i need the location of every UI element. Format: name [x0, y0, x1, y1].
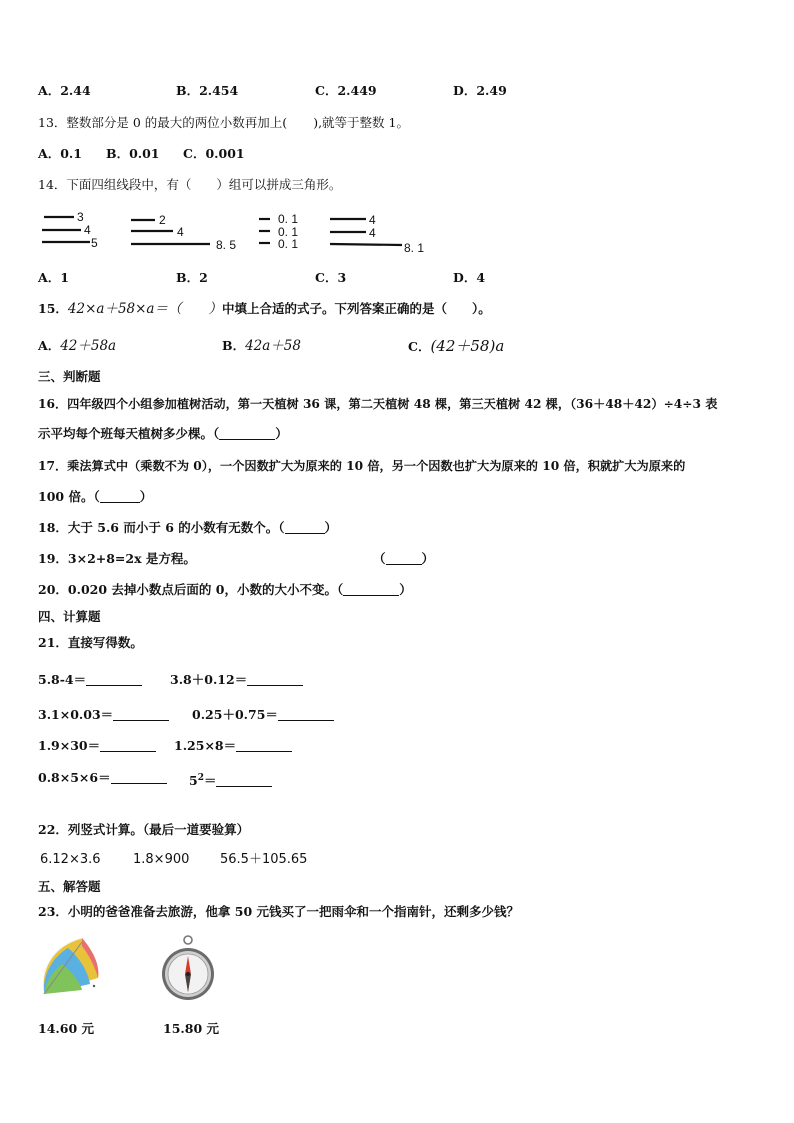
q21-answer-blank[interactable] — [113, 708, 169, 721]
segment-label: 8. 5 — [216, 238, 237, 252]
q12-option-a: A．2.44 — [38, 83, 91, 98]
q19-answer — [373, 551, 434, 567]
section-heading-word-problems: 五、解答题 — [38, 879, 101, 894]
q15-option-c-expr: (42＋58)a — [430, 337, 505, 355]
compass-icon — [160, 934, 216, 1006]
section-heading-judgement: 三、判断题 — [38, 369, 101, 384]
q21-expr: 5.8-4＝ — [38, 672, 87, 687]
segment-label: 4 — [177, 225, 184, 239]
q21-answer-blank[interactable] — [278, 708, 334, 721]
segment-group-4 — [330, 213, 424, 255]
q21-item — [38, 672, 142, 688]
q12-option-c: C．2.449 — [315, 83, 377, 98]
q15-option-b — [222, 338, 301, 354]
q21-answer-blank[interactable] — [236, 739, 292, 752]
q17-line2 — [38, 489, 152, 505]
q21-item — [38, 770, 167, 786]
q21-expr: 1.9×30＝ — [38, 738, 101, 753]
q16-line1: 16．四年级四个小组参加植树活动，第一天植树 36 课，第二天植树 48 棵，第三天植树 42 棵，（36＋48＋42）÷4÷3 表 — [38, 397, 718, 411]
q14-option-c: C．3 — [315, 270, 347, 285]
q15-expression: 42×a＋58×a＝（ ） — [67, 301, 222, 317]
q19-answer-blank[interactable] — [386, 552, 422, 565]
q15-option-a — [38, 338, 116, 354]
q20-answer-blank[interactable] — [343, 583, 399, 596]
q18-text: 18．大于 5.6 而小于 6 的小数有无数个。（ — [38, 520, 285, 535]
q16-line2-text: 示平均每个班每天植树多少棵。（ — [38, 426, 220, 441]
q21-item — [38, 707, 169, 723]
q14-option-b: B．2 — [176, 270, 208, 285]
q21-expr: 0.25＋0.75＝ — [192, 707, 278, 722]
q13-stem-end: ),就等于整数 1。 — [313, 115, 409, 130]
segment-group-2 — [131, 213, 236, 252]
q15-option-b-letter: B． — [222, 338, 246, 353]
q21-item — [38, 738, 156, 754]
segment-label: 8. 1 — [404, 241, 425, 255]
q14-option-a: A．1 — [38, 270, 69, 285]
q15-stem-text: 中填上合适的式子。下列答案正确的是（ ）。 — [221, 301, 491, 316]
q22-item-3: 56.5＋105.65 — [220, 852, 308, 867]
segment-label: 4 — [369, 226, 376, 240]
q17-line1: 17．乘法算式中（乘数不为 0），一个因数扩大为原来的 10 倍，另一个因数也扩大为原来的 10 倍，积就扩大为原来的 — [38, 459, 686, 473]
q21-item — [192, 707, 334, 723]
q21-title: 21．直接写得数。 — [38, 635, 143, 650]
q22-item-2: 1.8×900 — [133, 852, 190, 867]
q21-answer-blank[interactable] — [100, 739, 156, 752]
q16-close-paren: ） — [275, 426, 288, 441]
segment-label: 3 — [77, 210, 84, 224]
q17-close-paren: ） — [139, 489, 153, 504]
q18-answer-blank[interactable] — [285, 521, 325, 534]
q21-answer-blank[interactable] — [247, 673, 303, 686]
segment-label: 4 — [369, 213, 376, 227]
q20 — [38, 582, 412, 598]
q17-line2-text: 100 倍。（ — [38, 489, 100, 504]
q21-expr: 3.8＋0.12＝ — [170, 672, 248, 687]
q21-equals: ＝ — [203, 773, 217, 789]
segment-label: 0. 1 — [278, 225, 299, 239]
q19-open-paren: （ — [373, 551, 386, 566]
segment-label: 0. 1 — [278, 237, 299, 251]
q15-option-a-letter: A． — [38, 338, 61, 353]
q12-option-d: D．2.49 — [453, 83, 507, 98]
q16-line2 — [38, 426, 288, 442]
q14-segments-figure — [30, 208, 450, 256]
q14-stem: 14．下面四组线段中，有（ ）组可以拼成三角形。 — [38, 177, 342, 192]
q13-option-b: B．0.01 — [106, 146, 160, 161]
q15-number: 15． — [38, 301, 68, 316]
q22-title: 22．列竖式计算。（最后一道要验算） — [38, 822, 250, 837]
segment-label: 2 — [159, 213, 166, 227]
q13-stem — [38, 115, 409, 131]
q21-expr: 1.25×8＝ — [174, 738, 237, 753]
q21-item — [174, 738, 292, 754]
q18 — [38, 520, 337, 536]
q21-answer-blank[interactable] — [216, 774, 272, 787]
q16-answer-blank[interactable] — [219, 427, 275, 440]
segment-label: 5 — [91, 236, 98, 250]
q21-item — [189, 770, 272, 789]
umbrella-price: 14.60 元 — [38, 1021, 94, 1036]
segment-label: 0. 1 — [278, 212, 299, 226]
q20-text: 20．0.020 去掉小数点后面的 0，小数的大小不变。（ — [38, 582, 344, 597]
q12-option-b: B．2.454 — [176, 83, 239, 98]
q13-option-a: A．0.1 — [38, 146, 82, 161]
q13-stem-start: 13．整数部分是 0 的最大的两位小数再加上( — [38, 115, 288, 130]
compass-price: 15.80 元 — [163, 1021, 219, 1036]
q15-option-c — [408, 338, 504, 355]
q19-close-paren: ） — [421, 551, 435, 566]
q18-close-paren: ） — [324, 520, 338, 535]
q15-stem — [38, 301, 491, 317]
q15-option-b-expr: 42a＋58 — [245, 338, 301, 354]
q17-answer-blank[interactable] — [100, 490, 140, 503]
q15-option-a-expr: 42＋58a — [60, 338, 117, 354]
section-heading-calculation: 四、计算题 — [38, 609, 101, 624]
q21-answer-blank[interactable] — [86, 673, 142, 686]
umbrella-icon — [38, 934, 104, 1002]
q21-expr: 5 — [189, 773, 198, 789]
q21-exponent: 2 — [197, 773, 204, 783]
q21-item — [170, 672, 303, 688]
q23-stem: 23．小明的爸爸准备去旅游，他拿 50 元钱买了一把雨伞和一个指南针，还剩多少钱？ — [38, 904, 519, 919]
q15-option-c-letter: C． — [408, 339, 431, 354]
segment-group-3 — [259, 212, 298, 251]
q19: 19．3×2+8=2x 是方程。 — [38, 551, 196, 566]
q14-option-d: D．4 — [453, 270, 486, 285]
q20-close-paren: ） — [399, 582, 412, 597]
q21-answer-blank[interactable] — [111, 771, 167, 784]
q13-option-c: C．0.001 — [183, 146, 245, 161]
q21-expr: 3.1×0.03＝ — [38, 707, 114, 722]
q21-expr: 0.8×5×6＝ — [38, 770, 111, 785]
q22-item-1: 6.12×3.6 — [40, 852, 101, 867]
segment-group-1 — [42, 210, 98, 250]
segment-label: 4 — [84, 223, 91, 237]
